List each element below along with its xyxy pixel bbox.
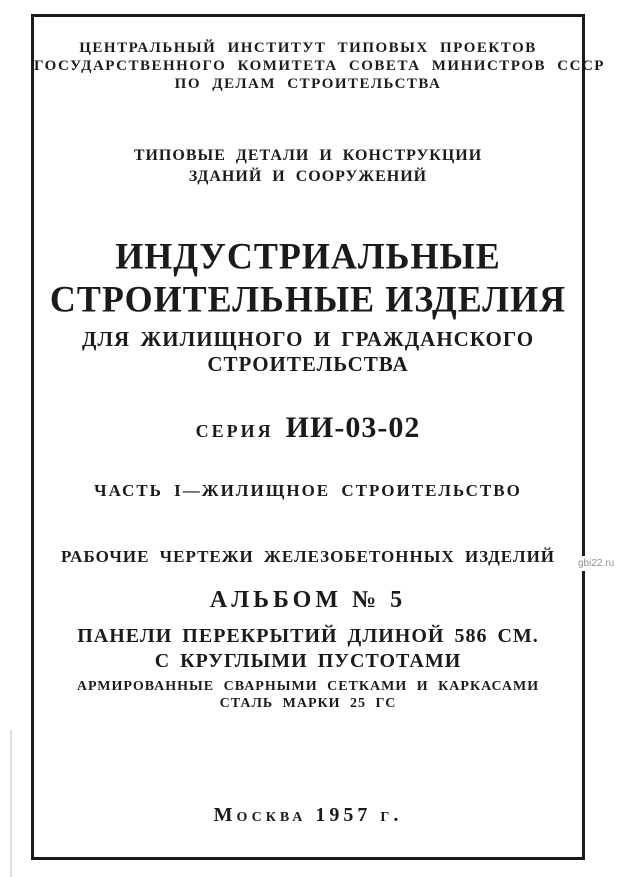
part-designation — [34, 481, 582, 501]
reinforcement-details — [34, 678, 582, 712]
title-scope-line-2: СТРОИТЕЛЬСТВА — [207, 352, 409, 376]
organization-line-3: ПО ДЕЛАМ СТРОИТЕЛЬСТВА — [174, 76, 442, 92]
subject-line-2: С КРУГЛЫМИ ПУСТОТАМИ — [154, 650, 462, 672]
reinforcement-line-1: АРМИРОВАННЫЕ СВАРНЫМИ СЕТКАМИ И КАРКАСАМИ — [76, 679, 540, 694]
site-watermark: gbi22.ru — [578, 558, 615, 569]
series-heading-line-2: ЗДАНИЙ И СООРУЖЕНИЙ — [188, 168, 428, 185]
series-designation — [34, 411, 582, 445]
drawings-heading — [34, 547, 582, 567]
series-code: ИИ-03-02 — [285, 411, 421, 444]
subject-title — [34, 624, 582, 674]
title-scope-line-1: ДЛЯ ЖИЛИЩНОГО И ГРАЖДАНСКОГО — [81, 327, 535, 351]
organization-line-1: ЦЕНТРАЛЬНЫЙ ИНСТИТУТ ТИПОВЫХ ПРОЕКТОВ — [79, 40, 537, 56]
subject-line-1: ПАНЕЛИ ПЕРЕКРЫТИЙ ДЛИНОЙ 586 СМ. — [77, 625, 539, 647]
series-label: СЕРИЯ — [195, 421, 274, 441]
series-heading-line-1: ТИПОВЫЕ ДЕТАЛИ И КОНСТРУКЦИИ — [133, 147, 483, 164]
part-line: ЧАСТЬ I—ЖИЛИЩНОЕ СТРОИТЕЛЬСТВО — [94, 481, 522, 500]
imprint-line: Москва 1957 г. — [213, 804, 403, 826]
title-scope — [34, 327, 582, 377]
drawings-line: РАБОЧИЕ ЧЕРТЕЖИ ЖЕЛЕЗОБЕТОННЫХ ИЗДЕЛИЙ — [60, 547, 556, 566]
publication-imprint — [34, 804, 582, 827]
main-title-line-1: ИНДУСТРИАЛЬНЫЕ — [115, 235, 501, 277]
album-line: АЛЬБОМ № 5 — [209, 587, 407, 613]
organization-header — [34, 17, 605, 93]
main-title — [34, 235, 582, 320]
organization-line-2: ГОСУДАРСТВЕННОГО КОМИТЕТА СОВЕТА МИНИСТРОВ СССР — [34, 58, 605, 74]
reinforcement-line-2: СТАЛЬ МАРКИ 25 ГС — [219, 696, 397, 711]
main-title-line-2: СТРОИТЕЛЬНЫЕ ИЗДЕЛИЯ — [49, 278, 567, 320]
scan-artifact-line — [10, 730, 12, 877]
series-heading — [34, 145, 582, 187]
album-number — [34, 587, 582, 614]
